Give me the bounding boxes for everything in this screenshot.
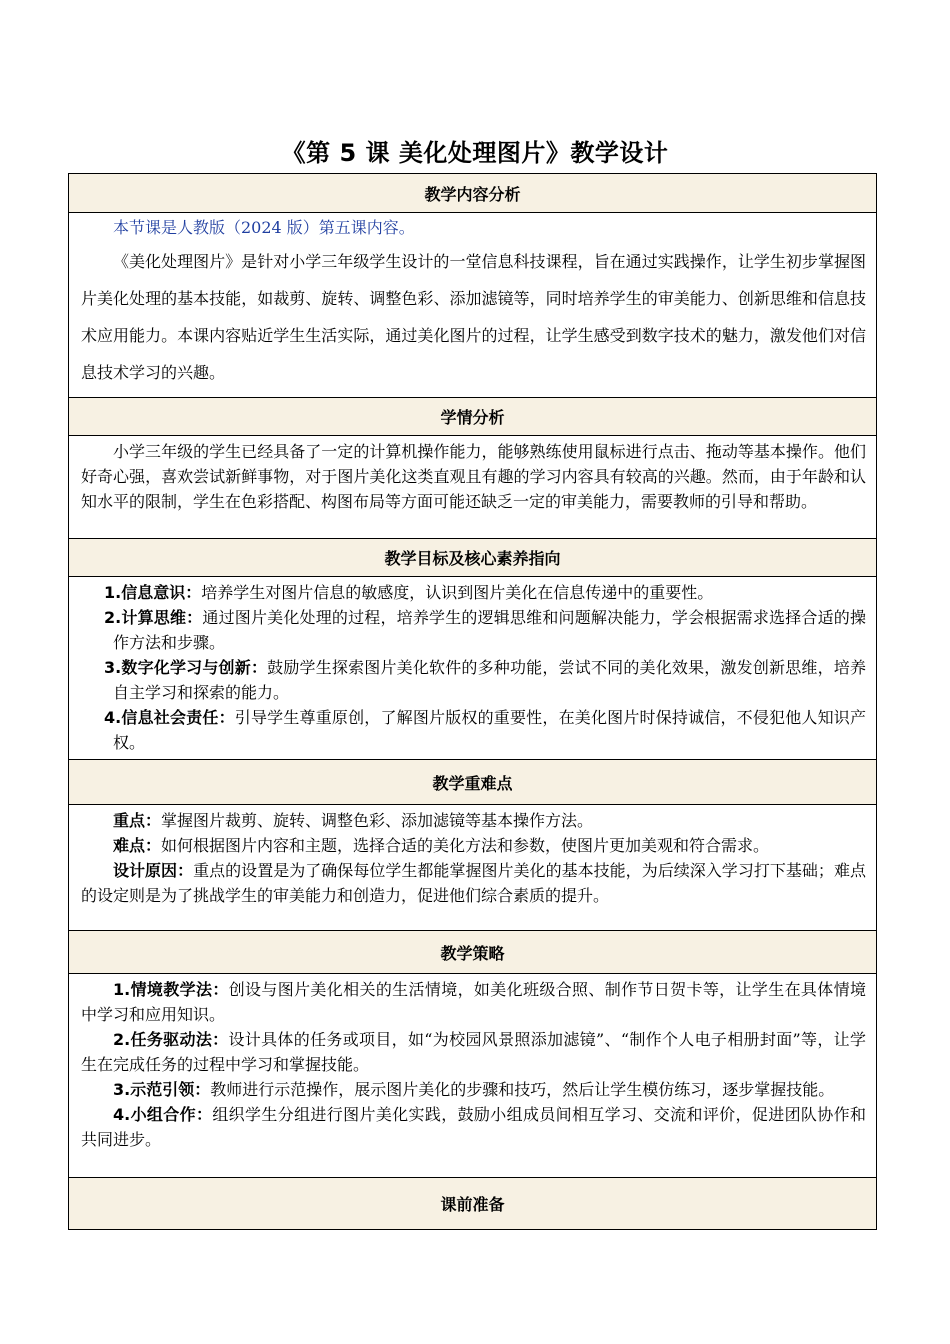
objective-item: 2.计算思维：通过图片美化处理的过程，培养学生的逻辑思维和问题解决能力，学会根据需求选择合适的操作方法和步骤。: [104, 608, 866, 652]
page-title: 《第 5 课 美化处理图片》教学设计: [281, 139, 669, 167]
student-analysis-cell: [69, 436, 877, 539]
section-header-key-points: 教学重难点: [69, 760, 877, 805]
strategy-item: 2.任务驱动法：设计具体的任务或项目，如“为校园风景照添加滤镜”、“制作个人电子相册封面”等，让学生在完成任务的过程中学习和掌握技能。: [81, 1030, 866, 1074]
strategy-item: 1.情境教学法：创设与图片美化相关的生活情境，如美化班级合照、制作节日贺卡等，让学生在具体情境中学习和应用知识。: [81, 980, 866, 1024]
key-point-item: 设计原因：重点的设置是为了确保每位学生都能掌握图片美化的基本技能，为后续深入学习打下基础；难点的设定则是为了挑战学生的审美能力和创造力，促进他们综合素质的提升。: [81, 861, 866, 905]
content-analysis-cell: [69, 213, 877, 398]
strategy-item: 3.示范引领：教师进行示范操作，展示图片美化的步骤和技巧，然后让学生模仿练习，逐步掌握技能。: [113, 1080, 835, 1099]
content-analysis-paragraph: 《美化处理图片》是针对小学三年级学生设计的一堂信息科技课程，旨在通过实践操作，让学生初步掌握图片美化处理的基本技能，如裁剪、旋转、调整色彩、添加滤镜等，同时培养学生的审美能力、创新思维和信息技术应用能力。本课内容贴近学生生活实际，通过美化图片的过程，让学生感受到数字技术的魅力，激发他们对信息技术学习的兴趣。: [81, 252, 866, 382]
section-header-student-analysis: 学情分析: [69, 398, 877, 436]
strategy-item: 4.小组合作：组织学生分组进行图片美化实践，鼓励小组成员间相互学习、交流和评价，促进团队协作和共同进步。: [81, 1105, 866, 1149]
objective-item: 3.数字化学习与创新：鼓励学生探索图片美化软件的多种功能，尝试不同的美化效果，激发创新思维，培养自主学习和探索的能力。: [104, 658, 866, 702]
objectives-cell: [69, 577, 877, 760]
objective-item: 1.信息意识：培养学生对图片信息的敏感度，认识到图片美化在信息传递中的重要性。: [104, 583, 714, 602]
section-header-strategy: 教学策略: [69, 931, 877, 974]
key-point-item: 重点：掌握图片裁剪、旋转、调整色彩、添加滤镜等基本操作方法。: [113, 811, 594, 830]
lesson-plan-table: [68, 173, 877, 1230]
section-header-preparation: 课前准备: [69, 1178, 877, 1230]
strategy-cell: [69, 974, 877, 1178]
key-points-cell: [69, 805, 877, 931]
content-analysis-intro: 本节课是人教版（2024 版）第五课内容。: [113, 218, 415, 237]
section-header-content-analysis: 教学内容分析: [69, 174, 877, 213]
student-analysis-paragraph: 小学三年级的学生已经具备了一定的计算机操作能力，能够熟练使用鼠标进行点击、拖动等基本操作。他们好奇心强，喜欢尝试新鲜事物，对于图片美化这类直观且有趣的学习内容具有较高的兴趣。然而，由于年龄和认知水平的限制，学生在色彩搭配、构图布局等方面可能还缺乏一定的审美能力，需要教师的引导和帮助。: [81, 442, 866, 511]
key-point-item: 难点：如何根据图片内容和主题，选择合适的美化方法和参数，使图片更加美观和符合需求。: [113, 836, 770, 855]
objective-item: 4.信息社会责任：引导学生尊重原创，了解图片版权的重要性，在美化图片时保持诚信，不侵犯他人知识产权。: [104, 708, 866, 752]
section-header-objectives: 教学目标及核心素养指向: [69, 539, 877, 577]
